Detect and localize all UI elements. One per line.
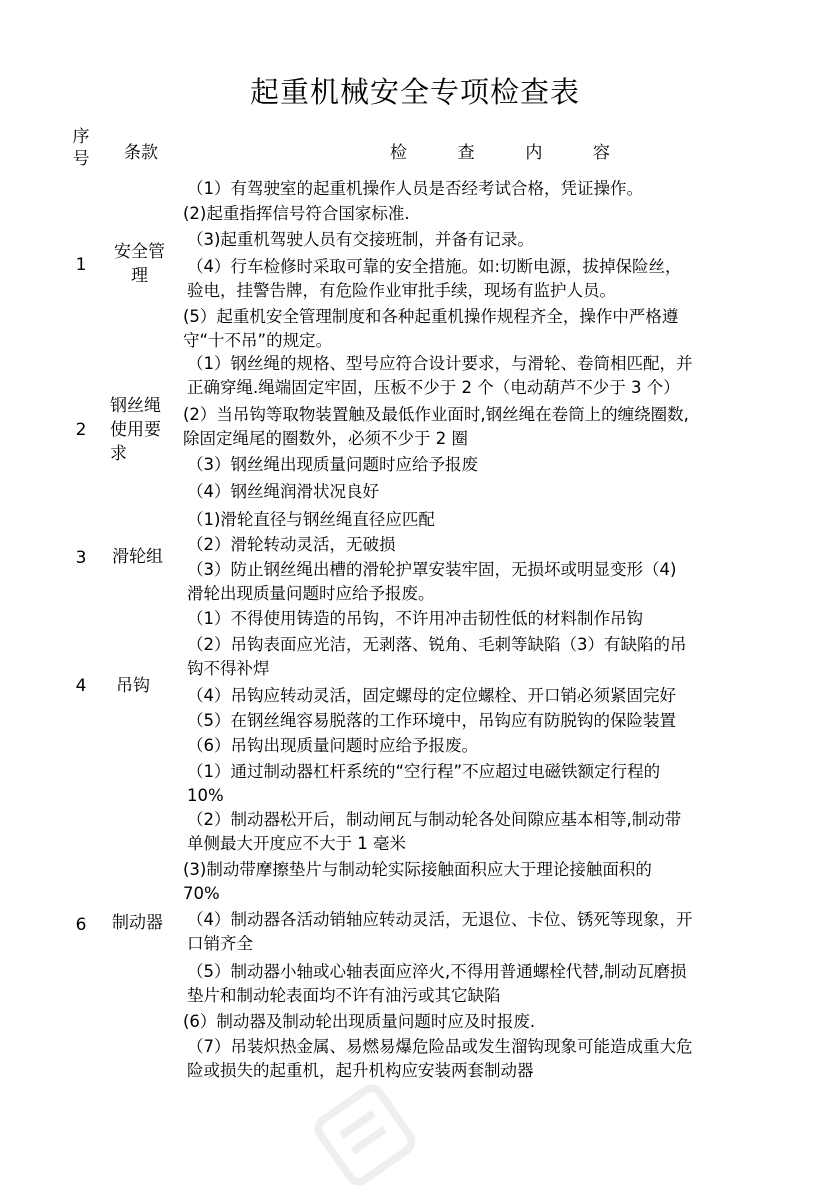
clause-line: 安全管 — [114, 242, 165, 262]
check-item: （5）制动器小轴或心轴表面应淬火,不得用普通螺栓代替,制动瓦磨损 垫片和制动轮表面均不许有油污或其它缺陷 — [187, 962, 687, 1005]
check-item: （2）滑轮转动灵活，无破损 — [187, 535, 396, 554]
header-clause: 条款 — [124, 143, 158, 163]
header-no-line2: 号 — [72, 149, 90, 169]
check-item: （2）吊钩表面应光洁，无剥落、锐角、毛刺等缺陷（3）有缺陷的吊 钩不得补焊 — [187, 635, 687, 678]
check-item: （1）通过制动器杠杆系统的“空行程”不应超过电磁铁额定行程的 10% — [187, 762, 661, 805]
check-item: （4）制动器各活动销轴应转动灵活，无退位、卡位、锈死等现象，开 口销齐全 — [187, 910, 693, 953]
check-item: （7）吊装炽热金属、易燃易爆危险品或发生溜钩现象可能造成重大危 险或损失的起重机，起升机构应安装两套制动器 — [187, 1037, 693, 1080]
header-content-char: 容 — [592, 143, 610, 163]
header-content-char: 查 — [457, 143, 475, 163]
check-item: （2）制动器松开后，制动闸瓦与制动轮各处间隙应基本相等,制动带 单侧最大开度应不大于 1 毫米 — [187, 810, 682, 853]
check-item: （4）吊钩应转动灵活，固定螺母的定位螺栓、开口销必须紧固完好 — [187, 686, 676, 705]
header-content — [390, 138, 610, 163]
header-content-char: 内 — [525, 143, 543, 163]
check-item: （5）在钢丝绳容易脱落的工作环境中，吊钩应有防脱钩的保险装置 — [187, 711, 676, 730]
row-number: 4 — [75, 676, 87, 696]
row-number: 1 — [75, 255, 87, 275]
row-clause — [114, 240, 165, 288]
header-content-char: 检 — [390, 143, 407, 163]
clause-line: 制动器 — [112, 913, 163, 933]
check-item: （4）行车检修时采取可靠的安全措施。如:切断电源，拔掉保险丝， 验电，挂警告牌，有危险作业审批手续，现场有监护人员。 — [187, 257, 682, 300]
check-item: (2)起重指挥信号符合国家标准. — [183, 204, 410, 223]
check-item: (3)制动带摩擦垫片与制动轮实际接触面积应大于理论接触面积的 70% — [183, 860, 652, 903]
check-item: (2）当吊钩等取物装置触及最低作业面时,钢丝绳在卷筒上的缠绕圈数, 除固定绳尾的圈数外，必须不少于 2 圈 — [183, 405, 689, 448]
clause-line: 求 — [110, 444, 127, 464]
row-number: 6 — [75, 915, 87, 935]
clause-line: 使用要 — [110, 420, 161, 440]
header-no — [70, 126, 92, 170]
row-clause — [110, 394, 161, 466]
clause-line: 钢丝绳 — [110, 396, 161, 416]
check-item: （1）有驾驶室的起重机操作人员是否经考试合格，凭证操作。 — [187, 179, 643, 198]
row-number: 2 — [75, 420, 87, 440]
check-item: (6）制动器及制动轮出现质量问题时应及时报废. — [183, 1012, 536, 1031]
check-item: (5）起重机安全管理制度和各种起重机操作规程齐全，操作中严格遵 守“十不吊”的规定。 — [183, 307, 679, 350]
page-title: 起重机械安全专项检查表 — [249, 75, 580, 109]
check-item: （6）吊钩出现质量问题时应给予报废。 — [187, 736, 478, 755]
check-item: （4）钢丝绳润滑状况良好 — [187, 482, 379, 501]
check-item: （3）钢丝绳出现质量问题时应给予报废 — [187, 455, 478, 474]
watermark-icon — [300, 1070, 430, 1200]
row-clause — [116, 674, 150, 698]
row-number: 3 — [75, 548, 87, 568]
clause-line: 滑轮组 — [112, 547, 163, 567]
check-item: （1）不得使用铸造的吊钩，不许用冲击韧性低的材料制作吊钩 — [187, 609, 643, 628]
row-clause — [112, 545, 163, 569]
header-no-line1: 序 — [72, 127, 90, 147]
check-item: （3）防止钢丝绳出槽的滑轮护罩安装牢固，无损坏或明显变形（4) 滑轮出现质量问题时应给予报废。 — [187, 560, 677, 603]
clause-line: 吊钩 — [116, 676, 150, 696]
check-item: （1)滑轮直径与钢丝绳直径应匹配 — [187, 510, 435, 529]
row-clause — [112, 911, 163, 935]
check-item: （1）钢丝绳的规格、型号应符合设计要求，与滑轮、卷筒相匹配，并 正确穿绳.绳端固定牢固，压板不少于 2 个（电动葫芦不少于 3 个） — [187, 354, 693, 397]
clause-line: 理 — [131, 266, 148, 286]
check-item: （3)起重机驾驶人员有交接班制，并备有记录。 — [187, 230, 534, 249]
